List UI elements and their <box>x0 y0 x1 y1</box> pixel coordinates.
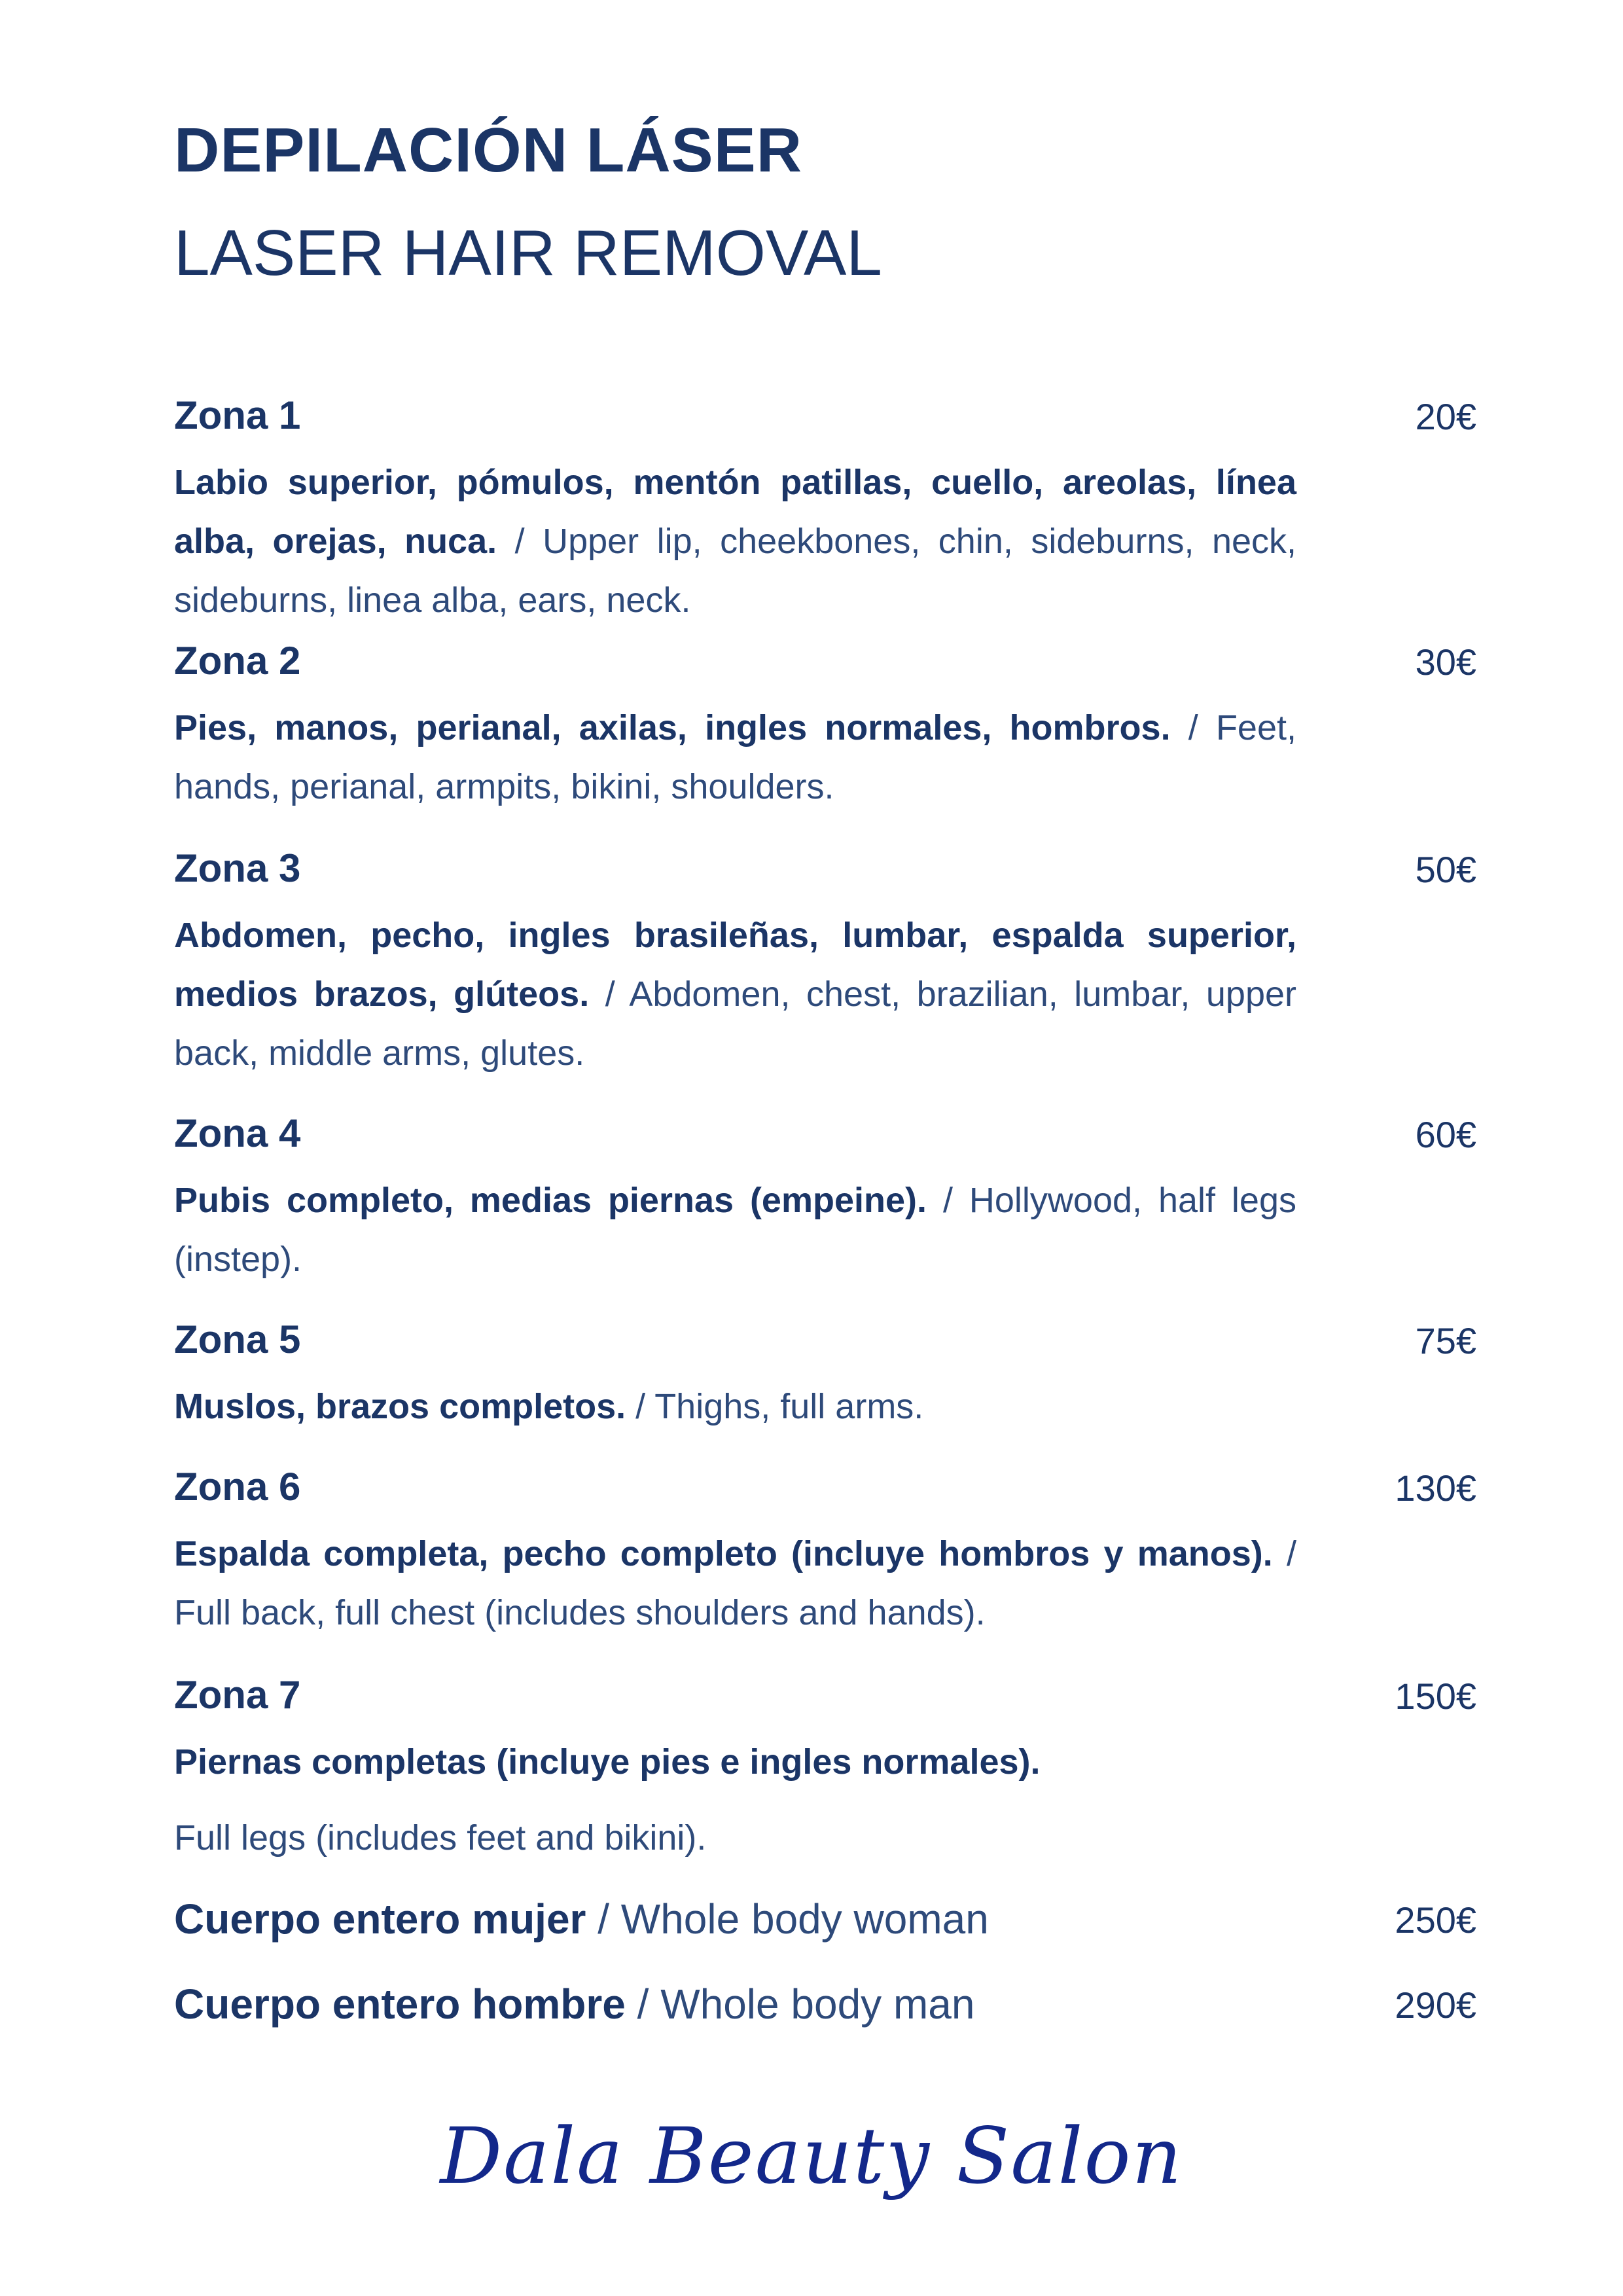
zone-price: 130€ <box>1395 1467 1476 1509</box>
separator: / <box>589 975 630 1014</box>
zone-description <box>174 1377 1296 1436</box>
zone-name: Zona 1 <box>174 393 301 437</box>
zone-price: 75€ <box>1415 1320 1476 1361</box>
zone-description <box>174 1171 1296 1289</box>
zone-4 <box>174 1111 1476 1289</box>
zone-price: 20€ <box>1415 396 1476 437</box>
description-en: Feet, hands, perianal, armpits, bikini, shoulders. <box>174 708 1296 806</box>
zone-price: 50€ <box>1415 849 1476 890</box>
whole-body-label <box>174 1895 989 1943</box>
whole-body-woman-row <box>174 1895 1476 1954</box>
separator: / <box>1170 708 1216 747</box>
separator: / <box>1272 1534 1296 1573</box>
page-subtitle: LASER HAIR REMOVAL <box>174 217 882 289</box>
zone-price: 150€ <box>1395 1676 1476 1717</box>
zone-3 <box>174 846 1476 1083</box>
description-es: Labio superior, pómulos, mentón patillas, cuello, areolas, línea alba, orejas, nuca. <box>174 463 1296 561</box>
description-en: Full back, full chest (includes shoulders and hands). <box>174 1593 986 1632</box>
zone-description <box>174 906 1296 1083</box>
separator: / <box>626 1387 655 1426</box>
description-en: Hollywood, half legs (instep). <box>174 1181 1296 1279</box>
description-en: Abdomen, chest, brazilian, lumbar, upper back, middle arms, glutes. <box>174 975 1297 1073</box>
zone-description <box>174 698 1296 816</box>
description-es: Pubis completo, medias piernas (empeine). <box>174 1181 927 1220</box>
zone-price: 30€ <box>1415 641 1476 683</box>
label-en: Whole body man <box>660 1981 975 2028</box>
page-title: DEPILACIÓN LÁSER <box>174 115 803 185</box>
zone-5 <box>174 1317 1476 1436</box>
zone-description <box>174 1524 1296 1642</box>
zone-name: Zona 3 <box>174 846 301 890</box>
description-en: Thighs, full arms. <box>654 1387 924 1426</box>
description-es: Pies, manos, perianal, axilas, ingles normales, hombros. <box>174 708 1171 747</box>
description-es: Espalda completa, pecho completo (incluye hombros y manos). <box>174 1534 1273 1573</box>
description-es: Piernas completas (incluye pies e ingles normales). <box>174 1742 1041 1782</box>
whole-body-man-row <box>174 1980 1476 2039</box>
zone-price: 60€ <box>1415 1114 1476 1155</box>
zone-name: Zona 5 <box>174 1318 301 1361</box>
whole-body-label <box>174 1980 974 2028</box>
zone-name: Zona 4 <box>174 1111 301 1155</box>
separator: / <box>927 1181 969 1220</box>
description-en: Full legs (includes feet and bikini). <box>174 1818 707 1857</box>
zone-description <box>174 1732 1296 1791</box>
zone-description <box>174 453 1296 630</box>
separator: / <box>497 522 543 561</box>
description-es: Abdomen, pecho, ingles brasileñas, lumbar, espalda superior, medios brazos, glúteos. <box>174 916 1296 1014</box>
description-es: Muslos, brazos completos. <box>174 1387 626 1426</box>
separator: / <box>586 1895 621 1943</box>
zone-7 <box>174 1672 1476 1867</box>
zone-name: Zona 2 <box>174 639 301 683</box>
zone-name: Zona 7 <box>174 1673 301 1717</box>
separator: / <box>625 1981 661 2028</box>
label-es: Cuerpo entero hombre <box>174 1981 626 2028</box>
zone-1 <box>174 393 1476 630</box>
description-en: Upper lip, cheekbones, chin, sideburns, neck, sideburns, linea alba, ears, neck. <box>174 522 1297 620</box>
salon-signature: Dala Beauty Salon <box>440 2111 1183 2201</box>
zone-name: Zona 6 <box>174 1465 301 1509</box>
whole-body-price: 290€ <box>1395 1984 1476 2026</box>
label-es: Cuerpo entero mujer <box>174 1895 586 1943</box>
zone-2 <box>174 638 1476 816</box>
label-en: Whole body woman <box>620 1895 989 1943</box>
zone-6 <box>174 1464 1476 1642</box>
whole-body-price: 250€ <box>1395 1899 1476 1941</box>
